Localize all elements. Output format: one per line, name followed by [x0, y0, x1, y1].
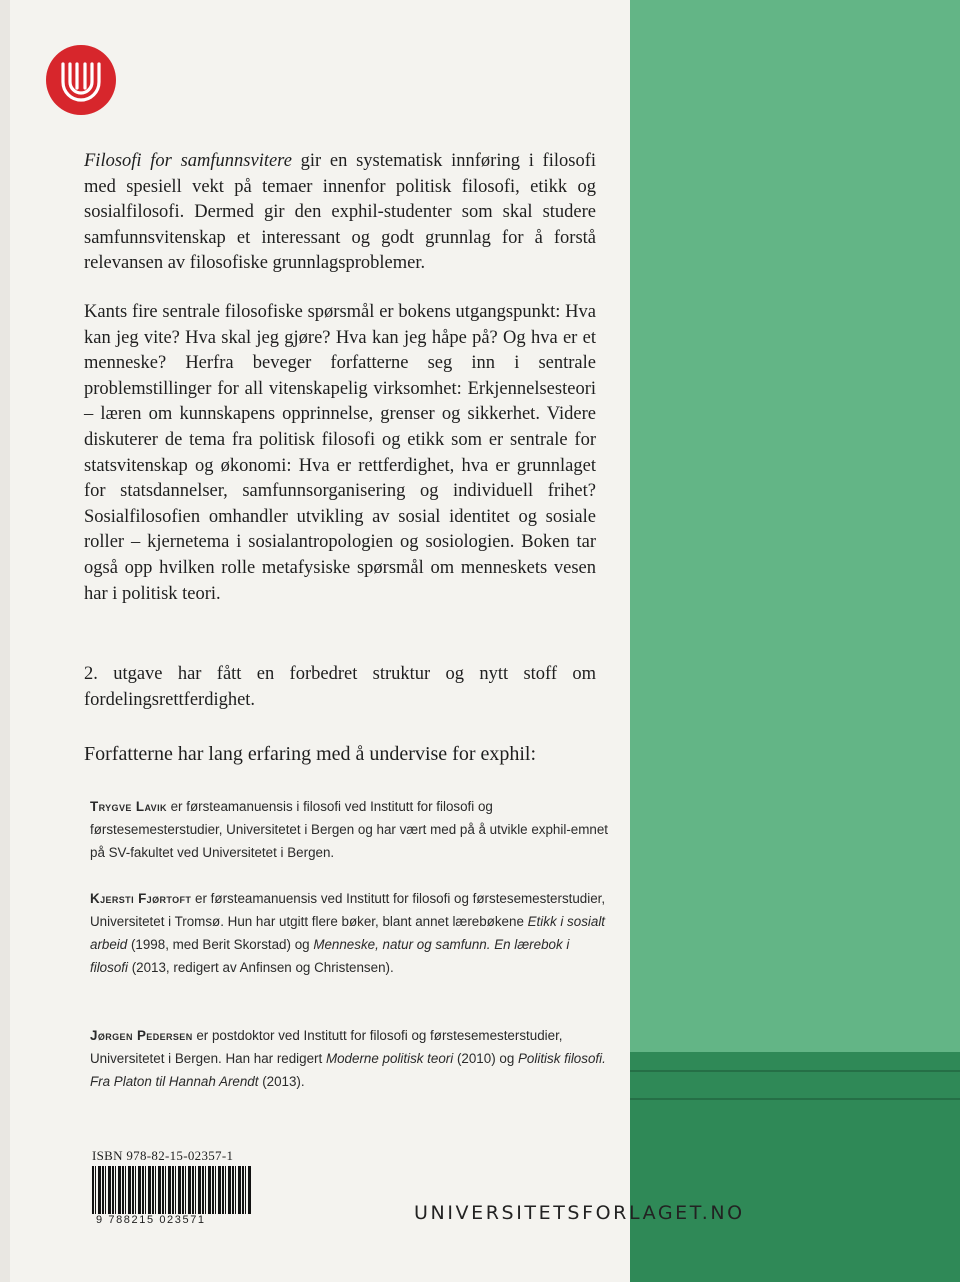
band-stripe — [630, 1098, 960, 1100]
blurb-text: gir en systematisk innføring i filosofi med spesiell vekt på temaer innenfor politisk filosofi, etikk og sosialfilosofi. Dermed gir den exphil-studenter som skal studere samfunnsvitenskap et interessant og godt grunnlag for å forstå relevansen av filosofiske grunnlagsproblemer. — [84, 151, 596, 274]
barcode-number: 9 788215 023571 — [96, 1214, 206, 1226]
blurb-paragraph-3: 2. utgave har fått en forbedret struktur og nytt stoff om fordelingsrettferdighet. — [84, 664, 596, 710]
author-bio-text: (1998, med Berit Skorstad) og — [127, 937, 314, 952]
author-bio-fjortoft — [90, 887, 610, 979]
author-name: Kjersti Fjørtoft — [90, 891, 192, 906]
author-bio-text: (2013, redigert av Anfinsen og Christensen). — [127, 960, 394, 975]
book-title: Moderne politisk teori — [325, 1051, 454, 1066]
author-name: Jørgen Pedersen — [90, 1028, 193, 1043]
book-title: Filosofi for samfunnsvitere — [84, 151, 292, 171]
author-bio-text: er postdoktor ved Institutt for filosofi og førstesemesterstudier, Universitetet i Bergen. Han har redigert — [90, 1028, 563, 1066]
isbn-barcode — [92, 1166, 252, 1214]
author-bio-text: (2010) og — [453, 1051, 518, 1066]
publisher-url: UNIVERSITETSFORLAGET.NO — [414, 1202, 745, 1224]
author-bio-text: (2013). — [258, 1074, 305, 1089]
book-title: Politisk filosofi. Fra Platon til Hannah Arendt — [90, 1051, 606, 1089]
blurb-paragraph-2: Kants fire sentrale filosofiske spørsmål er bokens utgangspunkt: Hva kan jeg vite? Hva skal jeg gjøre? Hva kan jeg håpe på? Og hva er et menneske? Herfra beveger forfatterne seg inn i sentrale problemstillinger for all vitenskapelig virksomhet: Erkjennelsesteori – læren om kunnskapens opprinnelse, grenser og sikkerhet. Videre diskuterer de tema fra politisk filosofi og etikk som er sentrale for statsvitenskap og økonomi: Hva er rettferdighet, hva er grunnlaget for statsdannelser, samfunnsorganisering og individuell frihet? Sosialfilosofien omhandler utvikling av sosial identitet og sosiale roller – kjernetema i sosialantropologien og sosiologien. Boken tar også opp hvilken rolle metafysiske spørsmål om menneskets vesen har i politisk teori. — [84, 302, 596, 604]
blurb-paragraph-1 — [84, 149, 596, 277]
publisher-logo-mark — [53, 52, 109, 108]
author-bio-text: er førsteamanuensis ved Institutt for filosofi og førstesemesterstudier, Universitetet i Tromsø. Hun har utgitt flere bøker, blant annet lærebøkene — [90, 891, 606, 929]
author-name: Trygve Lavik — [90, 799, 167, 814]
book-title: Etikk i sosialt arbeid — [90, 914, 606, 952]
publisher-logo — [46, 45, 116, 115]
isbn-label: ISBN 978-82-15-02357-1 — [92, 1148, 234, 1163]
author-bio-lavik — [90, 795, 610, 864]
authors-heading: Forfatterne har lang erfaring med å undervise for exphil: — [84, 743, 537, 765]
author-bio-text: er førsteamanuensis i filosofi ved Institutt for filosofi og førstesemesterstudier, Universitetet i Bergen og har vært med på å utvikle exphil-emnet på SV-fakultet ved Universitetet i Bergen. — [90, 799, 608, 860]
author-bio-pedersen — [90, 1024, 610, 1093]
band-stripe — [630, 1070, 960, 1072]
dark-green-footer-band — [630, 1052, 960, 1282]
book-title: Menneske, natur og samfunn. En lærebok i filosofi — [90, 937, 570, 975]
